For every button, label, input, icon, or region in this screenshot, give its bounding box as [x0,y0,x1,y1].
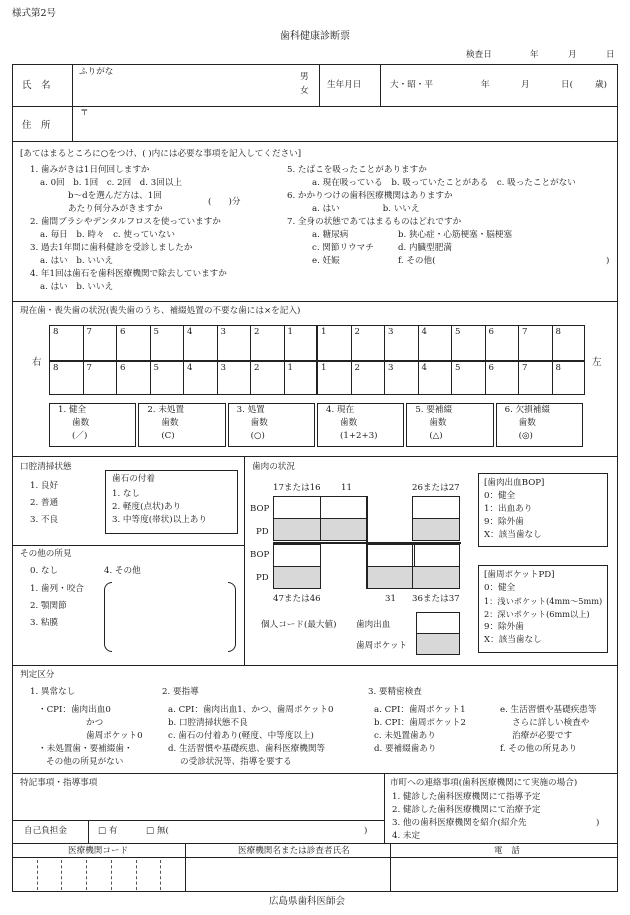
bop-11[interactable] [320,496,368,519]
other-findings-occlusion[interactable]: 1. 歯列・咬合 [30,584,84,594]
tooth-cell[interactable] [451,326,485,360]
gum-bleeding-label: 歯肉出血 [356,620,391,630]
lower-pd-label: PD [256,573,269,583]
tooth-cell[interactable] [351,362,385,396]
other-findings-field[interactable] [114,584,224,650]
tooth-cell[interactable] [116,362,150,396]
institution-name-header: 医療機関名または診査者氏名 [238,846,350,856]
tooth-cell[interactable] [49,362,83,396]
tooth-cell[interactable] [284,362,318,396]
dob-label: 生年月日 [327,80,362,90]
calculus-mild[interactable]: 2. 軽度(点状)あり [112,502,182,512]
tooth-number: 2 [254,363,260,373]
institution-code-header: 医療機関コード [68,846,129,856]
other-findings-bracket-right [228,582,236,652]
dob-era-options[interactable]: 大・昭・平 [390,80,433,90]
gum-status-title: 歯肉の状況 [252,462,295,472]
bop-47[interactable] [273,544,321,567]
tooth-count-label: 歯数 [72,418,90,428]
tooth-count-label: 1. 健全 [58,405,87,415]
judgment-2-item[interactable]: a. CPI：歯肉出血1、かつ、歯周ポケット0 [168,705,334,715]
code-cell-divider [111,860,112,890]
contact-title: 市町への連絡事項(歯科医療機関にて実施の場合) [390,778,578,788]
judgment-3-item: さらに詳しい検査や [512,718,590,728]
bop-legend-title: [歯肉出血BOP] [484,478,545,488]
gender-female[interactable]: 女 [300,86,309,96]
tooth-count-label: (C) [161,431,175,441]
tooth-cell[interactable] [485,362,519,396]
gender-male[interactable]: 男 [300,72,309,82]
tooth-cell[interactable] [552,362,586,396]
tooth-26-27-label: 26または27 [412,483,460,493]
tooth-count-label: 3. 処置 [236,405,265,415]
question-1-options[interactable]: a. 0回 b. 1回 c. 2回 d. 3回以上 [40,178,183,188]
furigana-label: ふりがな [79,67,114,77]
other-findings-title: その他の所見 [20,549,72,559]
bop-31[interactable] [367,544,415,567]
tooth-count-label: (△) [429,431,443,441]
tooth-number: 8 [555,327,561,337]
judgment-1-item: その他の所見がない [46,757,124,767]
organization-name: 広島県歯科医師会 [269,896,346,907]
left-side-label: 左 [592,357,602,368]
address-field[interactable] [92,110,602,138]
pd-31[interactable] [367,566,415,589]
tooth-count-label: 歯数 [518,418,536,428]
pd-47[interactable] [273,566,321,589]
postal-mark: 〒 [80,108,89,118]
age-label: 歳) [595,80,607,90]
name-field[interactable] [140,70,300,102]
exam-year-label: 年 [530,50,539,60]
tooth-number: 2 [254,327,260,337]
question-7-option-a[interactable]: a. 糖尿病 [312,230,349,240]
judgment-1-item: かつ [86,718,104,728]
tooth-number: 6 [488,363,494,373]
question-6: 6. かかりつけの歯科医療機関はありますか [287,191,453,201]
tooth-cell[interactable] [518,362,552,396]
tooth-count-label: (○) [250,431,265,441]
tooth-36-37-label: 36または37 [412,594,460,604]
code-bleeding-box[interactable] [416,612,460,634]
calculus-moderate[interactable]: 3. 中等度(帯状)以上あり [112,515,207,525]
other-findings-other[interactable]: 4. その他 [104,566,141,576]
tooth-cell[interactable] [183,362,217,396]
tooth-cell[interactable] [150,362,184,396]
notes-title: 特記事項・指導事項 [20,778,98,788]
tooth-number: 1 [287,327,293,337]
tooth-count-label: 2. 未処置 [147,405,185,415]
calculus-title: 歯石の付着 [112,474,155,484]
tooth-count-label: (◎) [518,431,533,441]
lower-bop-label: BOP [250,550,270,560]
question-5-options[interactable]: a. 現在吸っている b. 吸っていたことがある c. 吸ったことがない [312,178,576,188]
dob-year-label: 年 [481,80,490,90]
tooth-cell[interactable] [317,362,351,396]
exam-date-label: 検査日 [466,50,492,60]
code-cell-divider [37,860,38,890]
tooth-count-box[interactable] [317,403,404,447]
tooth-number: 6 [488,327,494,337]
question-7: 7. 全身の状態であてはまるものはどれですか [287,217,462,227]
dob-month-label: 月 [521,80,530,90]
tooth-number: 5 [455,363,461,373]
tooth-count-label: 6. 欠損補綴 [504,405,550,415]
judgment-1-item: 歯周ポケット0 [86,731,143,741]
judgment-detailed-exam[interactable]: 3. 要精密検査 [368,687,422,697]
judgment-1-item: ・未処置歯・要補綴歯・ [38,744,133,754]
name-label: 氏 名 [22,80,51,91]
tooth-cell[interactable] [384,326,418,360]
other-findings-none[interactable]: 0. なし [30,566,59,576]
question-7-option-d[interactable]: d. 内臓型肥満 [398,243,452,253]
bop-36[interactable] [412,544,460,567]
question-1-note: b～dを選んだ方は、1回 [68,191,162,201]
tooth-cell[interactable] [384,362,418,396]
judgment-1-item: ・CPI：歯肉出血0 [38,705,111,715]
tooth-count-box[interactable] [228,403,315,447]
self-pay-no-checkbox[interactable]: □ 無( [146,826,169,836]
tooth-number: 3 [220,363,226,373]
tooth-number: 1 [321,363,327,373]
tooth-number: 8 [53,363,59,373]
contact-item[interactable]: 3. 他の歯科医療機関を紹介(紹介先 [392,818,527,828]
tooth-count-label: 歯数 [340,418,358,428]
tooth-number: 7 [522,363,528,373]
tooth-cell[interactable] [351,326,385,360]
question-7-option-f[interactable]: f. その他( [398,256,436,266]
bop-legend-item: 9：除外歯 [484,517,524,527]
contact-item[interactable]: 4. 未定 [392,831,421,841]
right-side-label: 右 [32,357,42,368]
judgment-guidance[interactable]: 2. 要指導 [162,687,199,697]
question-3: 3. 過去1年間に歯科健診を受診しましたか [30,243,193,253]
tooth-cell[interactable] [83,326,117,360]
oral-hygiene-normal[interactable]: 2. 普通 [30,498,59,508]
other-findings-bracket-left [104,582,112,652]
tooth-cell[interactable] [83,362,117,396]
tooth-number: 2 [354,327,360,337]
question-2: 2. 歯間ブラシやデンタルフロスを使っていますか [30,217,221,227]
tooth-cell[interactable] [518,326,552,360]
judgment-3-item[interactable]: e. 生活習慣や基礎疾患等 [500,705,597,715]
contact-item[interactable]: 1. 健診した歯科医療機関にて指導予定 [392,792,541,802]
question-3-options[interactable]: a. はい b. いいえ [40,256,114,266]
tooth-number: 3 [388,327,394,337]
pd-36[interactable] [412,566,460,589]
tooth-11-label: 11 [341,483,352,493]
judgment-3-item[interactable]: c. 未処置歯あり [374,731,436,741]
judgment-3-item: 治療が必要です [512,731,573,741]
tooth-number: 2 [354,363,360,373]
teeth-title: 現在歯・喪失歯の状況(喪失歯のうち、補綴処置の不要な歯には×を記入) [20,306,301,316]
instruction-text: [あてはまるところに○をつけ、( )内には必要な事項を記入してください] [20,149,302,159]
pd-legend-item: 2：深いポケット(6mm以上) [484,609,590,619]
form-number: 様式第2号 [12,8,57,19]
code-cell-divider [160,860,161,890]
pd-legend-item: 1：浅いポケット(4mm～5mm) [484,596,603,606]
address-label: 住 所 [22,120,51,131]
question-1-note2: あたり何分みがきますか [68,204,163,214]
tooth-cell[interactable] [451,362,485,396]
tooth-cell[interactable] [284,326,318,360]
page-title: 歯科健康診断票 [280,31,350,42]
tooth-cell[interactable] [217,326,251,360]
tooth-count-label: 歯数 [250,418,268,428]
judgment-2-item[interactable]: d. 生活習慣や基礎疾患、歯科医療機関等 [168,744,326,754]
judgment-3-item[interactable]: a. CPI：歯周ポケット1 [374,705,466,715]
code-cell-divider [61,860,62,890]
tooth-number: 5 [153,363,159,373]
tooth-cell[interactable] [250,362,284,396]
tooth-cell[interactable] [217,362,251,396]
exam-month-label: 月 [568,50,577,60]
judgment-title: 判定区分 [20,670,55,680]
bop-legend-item: 1：出血あり [484,504,533,514]
question-7-option-b[interactable]: b. 狭心症・心筋梗塞・脳梗塞 [398,230,513,240]
pd-legend-item: 9：除外歯 [484,622,524,632]
tooth-number: 3 [388,363,394,373]
calculus-none[interactable]: 1. なし [112,489,141,499]
tooth-number: 4 [421,363,427,373]
dob-day-label: 日( [561,80,573,90]
tooth-17-16-label: 17または16 [273,483,321,493]
phone-header: 電 話 [494,846,520,856]
pd-legend-title: [歯周ポケットPD] [484,570,555,580]
question-6-options[interactable]: a. はい b. いいえ [312,204,420,214]
bop-legend-item: 0：健全 [484,491,516,501]
pd-legend-item: 0：健全 [484,583,516,593]
tooth-number: 4 [187,327,193,337]
tooth-number: 1 [287,363,293,373]
notes-field[interactable] [20,792,378,818]
other-findings-mucosa[interactable]: 3. 粘膜 [30,618,59,628]
judgment-2-item[interactable]: c. 歯石の付着あり(軽度、中等度以上) [168,731,314,741]
institution-name-field[interactable] [190,860,385,890]
tooth-cell[interactable] [552,326,586,360]
tooth-number: 8 [555,363,561,373]
self-pay-no-end: ) [364,826,368,836]
phone-field[interactable] [395,860,613,890]
tooth-cell[interactable] [485,326,519,360]
tooth-number: 6 [120,327,126,337]
tooth-number: 7 [86,327,92,337]
pd-17[interactable] [273,518,321,541]
personal-code-label: 個人コード(最大値) [261,620,337,630]
self-pay-yes-checkbox[interactable]: □ 有 [98,826,118,836]
tooth-cell[interactable] [250,326,284,360]
tooth-count-label: 歯数 [429,418,447,428]
tooth-count-label: (1+2+3) [340,431,378,441]
tooth-number: 4 [421,327,427,337]
code-cell-divider [86,860,87,890]
tooth-count-box[interactable] [49,403,136,447]
tooth-cell[interactable] [317,326,351,360]
self-pay-label: 自己負担金 [24,826,67,836]
upper-bop-label: BOP [250,504,270,514]
other-findings-tmj[interactable]: 2. 顎関節 [30,601,67,611]
question-2-options[interactable]: a. 毎日 b. 時々 c. 使っていない [40,230,175,240]
judgment-3-item[interactable]: d. 要補綴歯あり [374,744,437,754]
tooth-number: 3 [220,327,226,337]
judgment-2-item: の受診状況等、指導を要する [180,757,292,767]
tooth-number: 8 [53,327,59,337]
contact-item-end: ) [596,818,600,828]
tooth-number: 4 [187,363,193,373]
tooth-cell[interactable] [183,326,217,360]
contact-item[interactable]: 2. 健診した歯科医療機関にて治療予定 [392,805,541,815]
tooth-cell[interactable] [150,326,184,360]
tooth-count-box[interactable] [138,403,225,447]
judgment-3-item[interactable]: b. CPI：歯周ポケット2 [374,718,466,728]
code-pocket-box[interactable] [416,633,460,655]
judgment-2-item[interactable]: b. 口腔清掃状態不良 [168,718,248,728]
tooth-count-label: 5. 要補綴 [415,405,453,415]
oral-hygiene-title: 口腔清掃状態 [20,462,72,472]
tooth-31-label: 31 [385,594,396,604]
question-1: 1. 歯みがきは1日何回しますか [30,165,150,175]
bop-26[interactable] [412,496,460,519]
tooth-number: 5 [455,327,461,337]
tooth-cell[interactable] [49,326,83,360]
oral-hygiene-good[interactable]: 1. 良好 [30,481,59,491]
question-7-option-e[interactable]: e. 妊娠 [312,256,340,266]
judgment-no-abnormality[interactable]: 1. 異常なし [30,687,76,697]
tooth-count-label: 歯数 [161,418,179,428]
question-7-option-f-end: ) [606,256,610,266]
bop-17[interactable] [273,496,321,519]
pd-11[interactable] [320,518,368,541]
tooth-count-label: 4. 現在 [326,405,355,415]
tooth-count-box[interactable] [406,403,493,447]
tooth-cell[interactable] [418,362,452,396]
tooth-number: 6 [120,363,126,373]
question-7-option-c[interactable]: c. 関節リウマチ [312,243,374,253]
tooth-47-46-label: 47または46 [273,594,321,604]
question-4: 4. 年1回は歯石を歯科医療機関で除去していますか [30,269,227,279]
question-5: 5. たばこを吸ったことがありますか [287,165,427,175]
periodontal-pocket-label: 歯周ポケット [356,641,408,651]
tooth-number: 7 [86,363,92,373]
judgment-3-item[interactable]: f. その他の所見あり [500,744,578,754]
pd-26[interactable] [412,518,460,541]
tooth-number: 7 [522,327,528,337]
exam-day-label: 日 [606,50,615,60]
brushing-minutes-field[interactable]: ( )分 [208,197,241,207]
tooth-cell[interactable] [116,326,150,360]
tooth-number: 5 [153,327,159,337]
bop-legend-item: X：該当歯なし [484,530,542,540]
tooth-count-label: (／) [72,431,88,441]
tooth-cell[interactable] [418,326,452,360]
pd-legend-item: X：該当歯なし [484,635,542,645]
tooth-count-box[interactable] [496,403,583,447]
code-cell-divider [136,860,137,890]
question-4-options[interactable]: a. はい b. いいえ [40,282,114,292]
upper-pd-label: PD [256,527,269,537]
oral-hygiene-poor[interactable]: 3. 不良 [30,515,59,525]
tooth-number: 1 [321,327,327,337]
